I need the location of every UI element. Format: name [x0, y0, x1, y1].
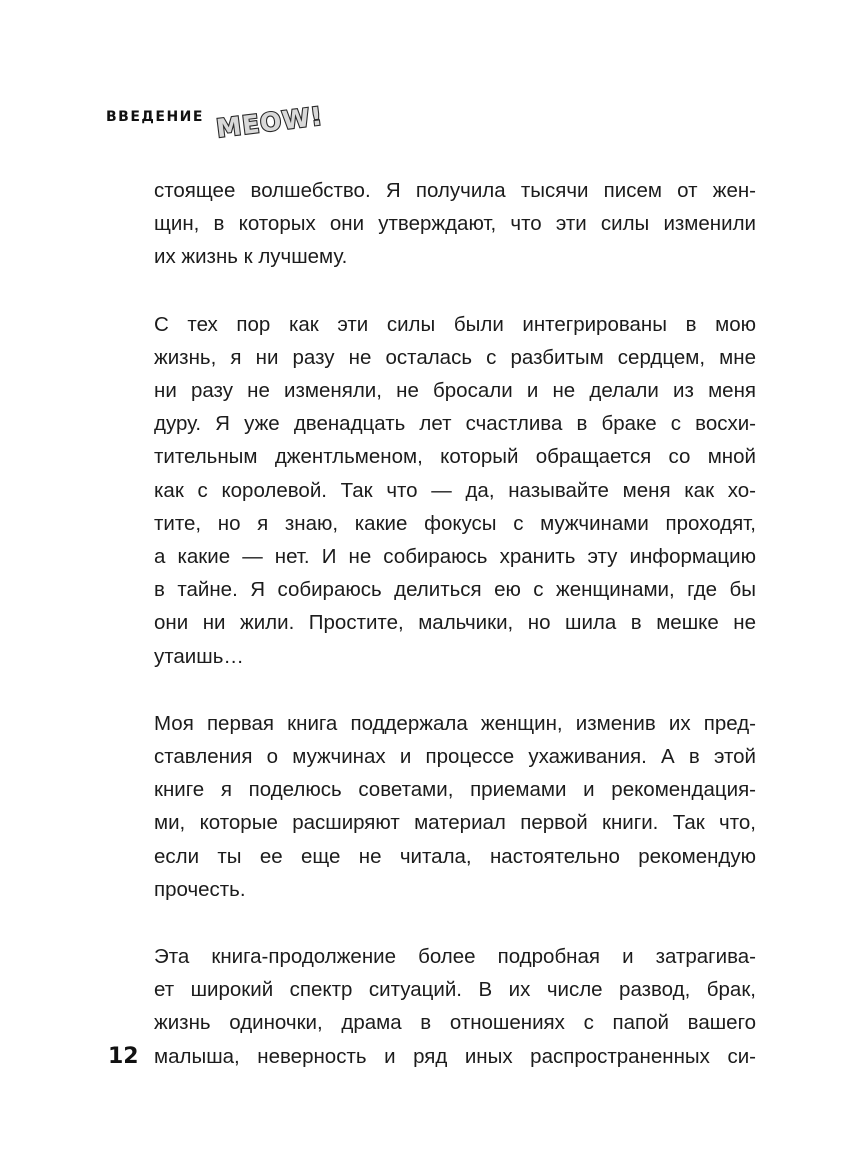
text-line: как с королевой. Так что — да, называйте меня как хо- — [154, 478, 756, 502]
section-title: ВВЕДЕНИЕ — [106, 109, 204, 125]
meow-logo — [210, 100, 325, 144]
svg-text:MEOW!: MEOW! — [214, 101, 325, 144]
text-line: ни разу не изменяли, не бросали и не делали из меня — [154, 379, 756, 403]
text-line: дуру. Я уже двенадцать лет счастлива в браке с восхи- — [154, 412, 756, 436]
text-line: утаишь… — [154, 644, 244, 668]
body-text — [154, 174, 756, 1107]
text-line: жизнь одиночки, драма в отношениях с папой вашего — [154, 1011, 756, 1035]
text-line: малыша, неверность и ряд иных распространенных си- — [154, 1044, 756, 1068]
text-line: если ты ее еще не читала, настоятельно рекомендую — [154, 844, 756, 868]
text-line: Эта книга-продолжение более подробная и затрагива- — [154, 945, 756, 969]
text-line: жизнь, я ни разу не осталась с разбитым сердцем, мне — [154, 345, 756, 369]
text-line: Моя первая книга поддержала женщин, изменив их пред- — [154, 711, 756, 735]
text-line: в тайне. Я собираюсь делиться ею с женщинами, где бы — [154, 578, 756, 602]
running-header — [106, 100, 366, 144]
text-line: они ни жили. Простите, мальчики, но шила в мешке не — [154, 611, 756, 635]
paragraph — [154, 940, 756, 1073]
text-line: тительным джентльменом, который обращается со мной — [154, 445, 756, 469]
text-line: их жизнь к лучшему. — [154, 245, 348, 269]
text-line: ми, которые расширяют материал первой книги. Так что, — [154, 811, 756, 835]
text-line: а какие — нет. И не собираюсь хранить эту информацию — [154, 545, 756, 569]
paragraph — [154, 308, 756, 673]
paragraph — [154, 707, 756, 906]
page-number: 12 — [108, 1044, 139, 1069]
paragraph — [154, 174, 756, 274]
text-line: тите, но я знаю, какие фокусы с мужчинами проходят, — [154, 511, 756, 535]
text-line: С тех пор как эти силы были интегрированы в мою — [154, 312, 756, 336]
text-line: щин, в которых они утверждают, что эти силы изменили — [154, 212, 756, 236]
text-line: ставления о мужчинах и процессе ухаживания. А в этой — [154, 745, 756, 769]
text-line: ет широкий спектр ситуаций. В их числе развод, брак, — [154, 978, 756, 1002]
text-line: прочесть. — [154, 877, 246, 901]
text-line: книге я поделюсь советами, приемами и рекомендация- — [154, 778, 756, 802]
text-line: стоящее волшебство. Я получила тысячи писем от жен- — [154, 179, 756, 202]
